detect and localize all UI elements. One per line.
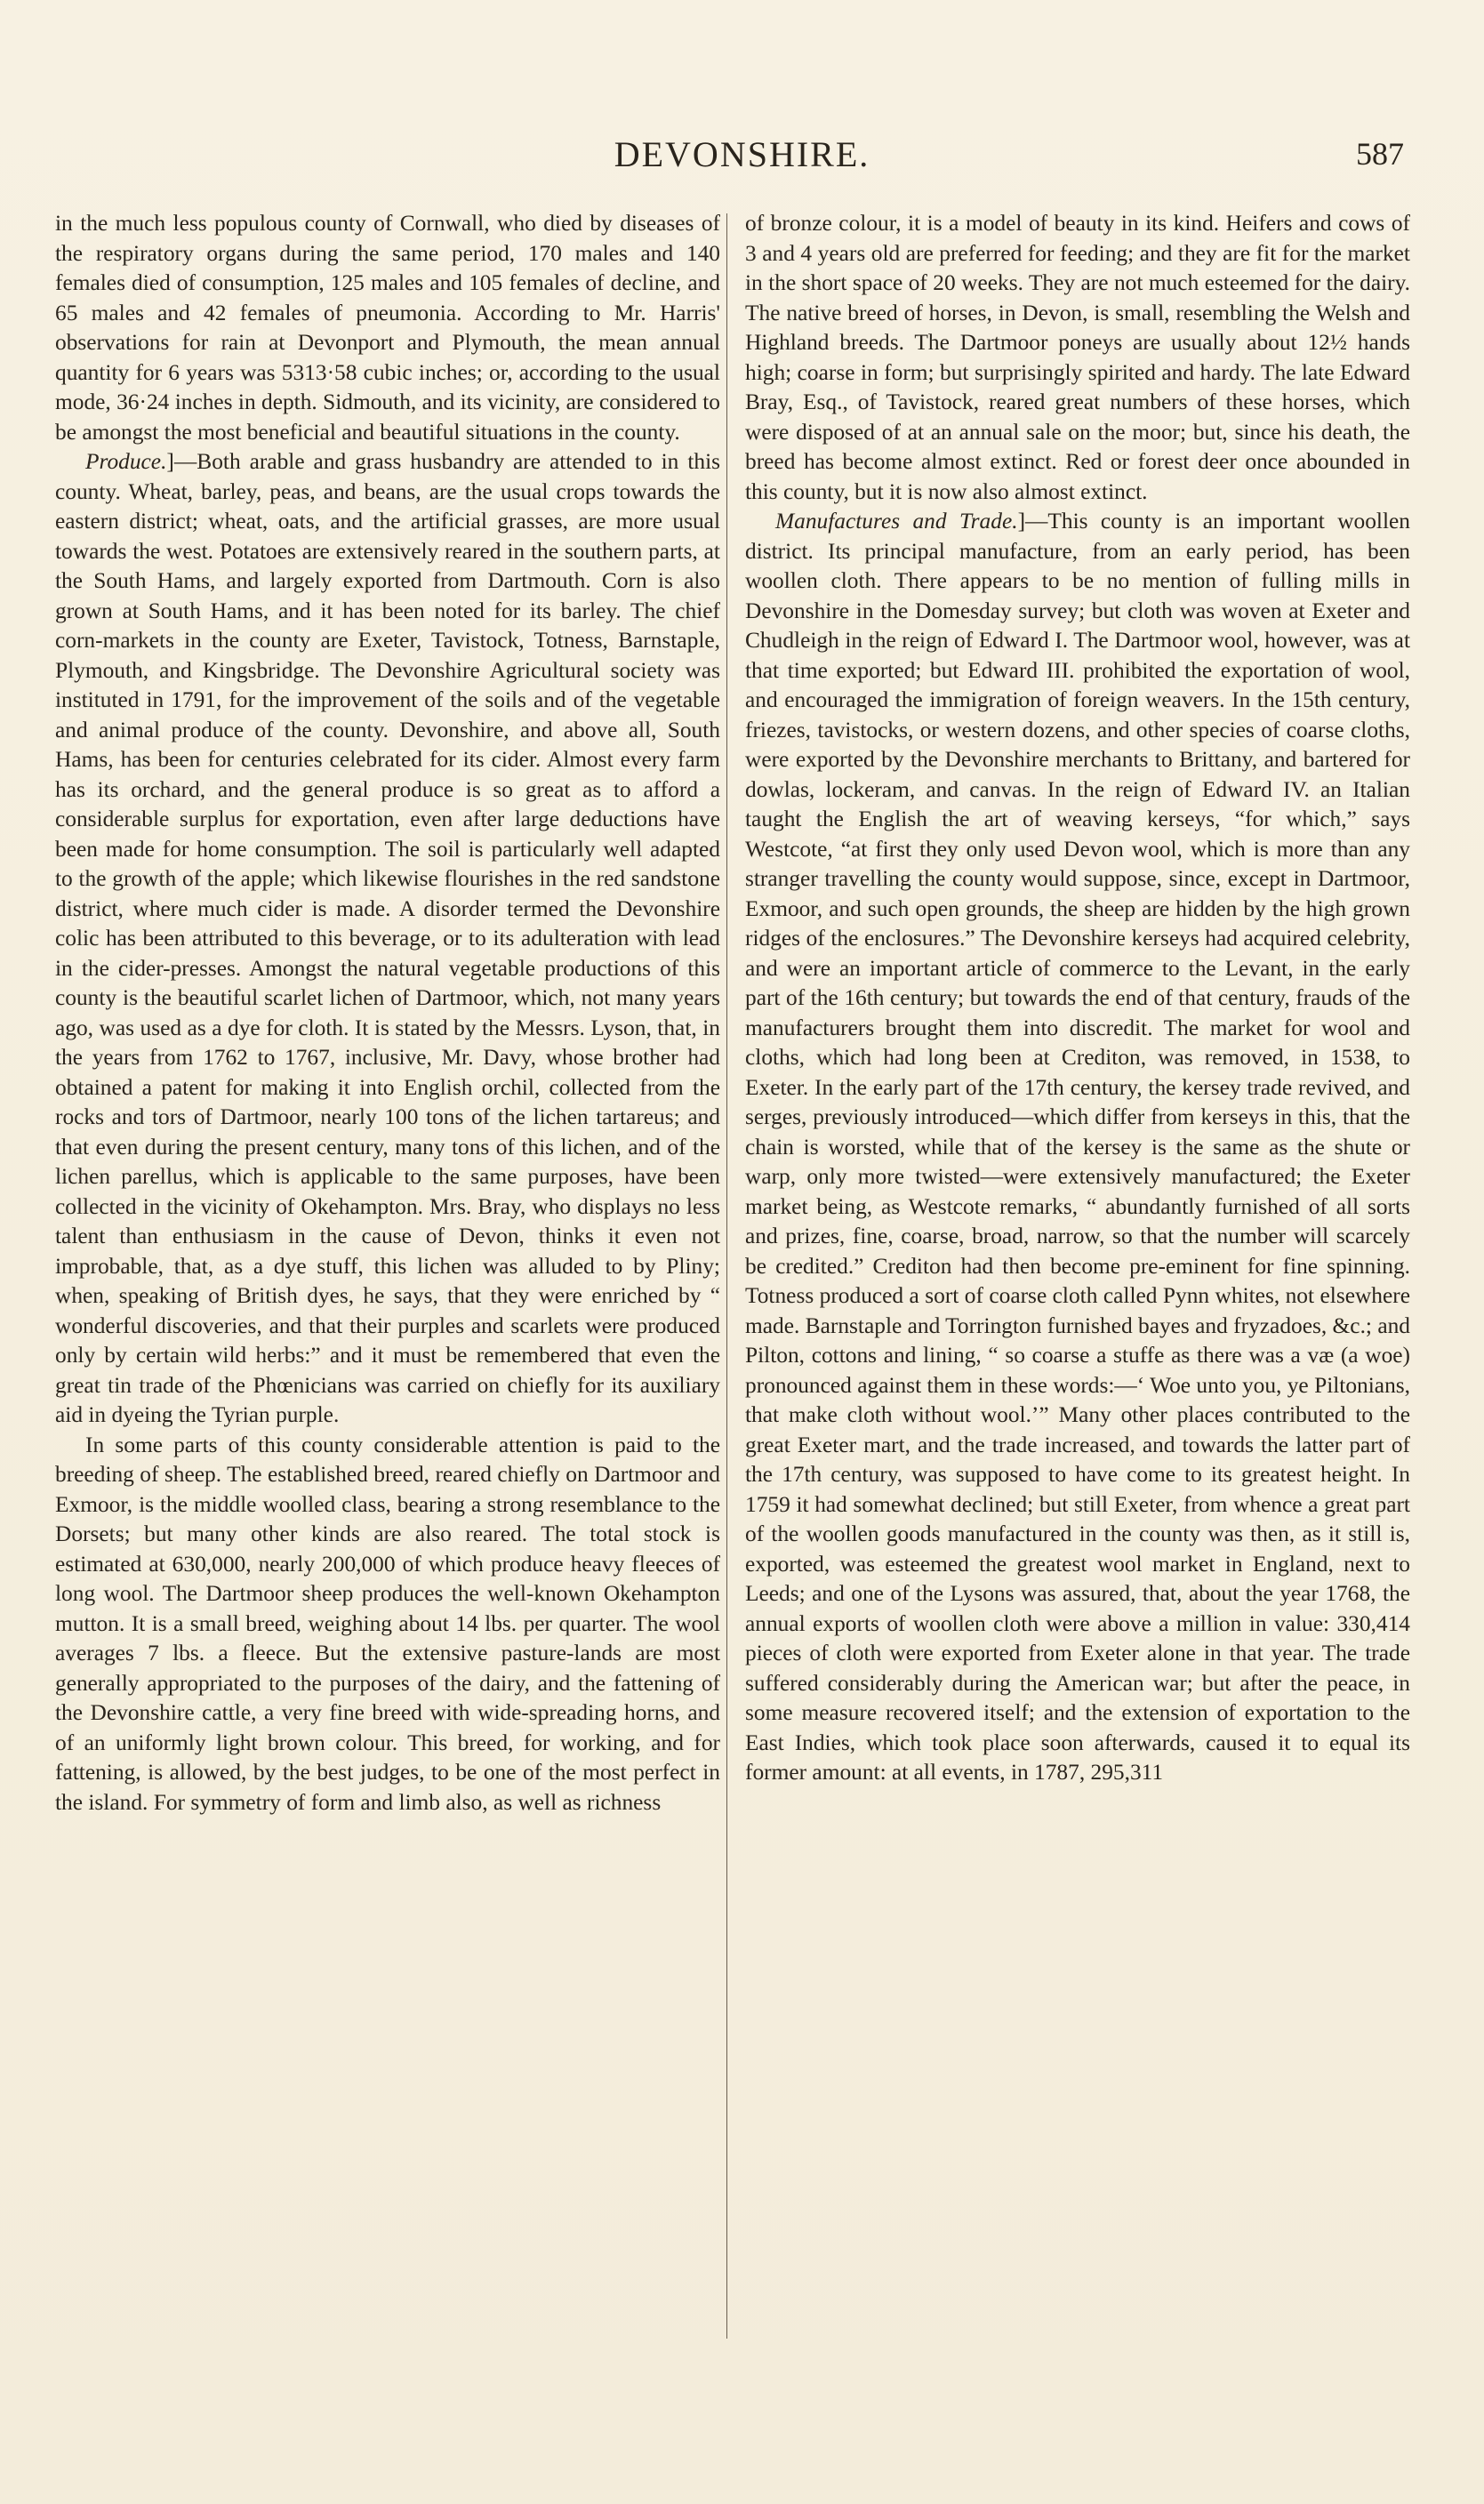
right-column bbox=[745, 209, 1410, 1788]
section-heading-produce: Produce. bbox=[85, 449, 167, 474]
left-column bbox=[55, 209, 720, 1818]
page-header bbox=[53, 133, 1431, 187]
paragraph-text: ]—This county is an important woollen district. Its principal manufacture, from an early period, has been woollen cloth. There appears to be no mention of fulling mills in Devonshire in the Domesday survey; but cloth was woven at Exeter and Chudleigh in the reign of Edward I. The Dartmoor wool, however, was at that time exported; but Edward III. prohibited the exportation of wool, and encouraged the immigration of foreign weavers. In the 15th century, friezes, tavistocks, or western dozens, and other species of coarse cloths, were exported by the Devonshire merchants to Brittany, and bartered for dowlas, lockeram, and canvas. In the reign of Edward IV. an Italian taught the English the art of weaving kerseys, “for which,” says Westcote, “at first they only used Devon wool, which is more than any stranger travelling the county would suppose, since, except in Dartmoor, Exmoor, and such open grounds, the sheep are hidden by the high grown ridges of the enclosures.” The Devonshire kerseys had acquired celebrity, and were an important article of commerce to the Levant, in the early part of the 16th century; but towards the end of that century, frauds of the manufacturers brought them into discredit. The market for wool and cloths, which had long been at Crediton, was removed, in 1538, to Exeter. In the early part of the 17th century, the kersey trade revived, and serges, previously introduced—which differ from kerseys in this, that the chain is worsted, while that of the kersey is the same as the shute or warp, only more twisted—were extensively manufactured; the Exeter market being, as Westcote remarks, “ abundantly furnished of all sorts and prizes, fine, coarse, broad, narrow, so that the number will scarcely be credited.” Crediton had then become pre-eminent for fine spinning. Totness produced a sort of coarse cloth called Pynn whites, not elsewhere made. Barnstaple and Torrington furnished bayes and fryzadoes, &c.; and Pilton, cottons and lining, “ so coarse a stuffe as there was a væ (a woe) pronounced against them in these words:—‘ Woe unto you, ye Piltonians, that make cloth without wool.’” Many other places contributed to the great Exeter mart, and the trade increased, and towards the latter part of the 17th century, was supposed to have come to its greatest height. In 1759 it had somewhat declined; but still Exeter, from whence a great part of the woollen goods manufactured in the county was then, as it still is, exported, was esteemed the greatest wool market in England, next to Leeds; and one of the Lysons was assured, that, about the year 1768, the annual exports of woollen cloth were above a million in value: 330,414 pieces of cloth were exported from Exeter alone in that year. The trade suffered considerably during the American war; but after the peace, in some measure recovered itself; and the extension of exportation to the East Indies, which took place soon afterwards, caused it to equal its former amount: at all events, in 1787, 295,311 bbox=[745, 509, 1410, 1785]
paragraph-manufactures bbox=[745, 507, 1410, 1788]
paragraph-produce bbox=[55, 447, 720, 1431]
running-head: DEVONSHIRE. bbox=[614, 134, 870, 174]
page-number: 587 bbox=[1356, 136, 1404, 172]
paragraph-text: In some parts of this county considerable attention is paid to the breeding of sheep. The established breed, reared chiefly on Dartmoor and Exmoor, is the middle woolled class, bearing a strong resemblance to the Dorsets; but many other kinds are also reared. The total stock is estimated at 630,000, nearly 200,000 of which produce heavy fleeces of long wool. The Dartmoor sheep produces the well-known Okehampton mutton. It is a small breed, weighing about 14 lbs. per quarter. The wool averages 7 lbs. a fleece. But the extensive pasture-lands are most generally appropriated to the purposes of the dairy, and the fattening of the Devonshire cattle, a very fine breed with wide-spreading horns, and of an uniformly light brown colour. This breed, for working, and for fattening, is allowed, by the best judges, to be one of the most perfect in the island. For symmetry of form and limb also, as well as richness bbox=[55, 1432, 720, 1815]
paragraph-cattle-horses bbox=[745, 209, 1410, 507]
paragraph-text: ]—Both arable and grass husbandry are attended to in this county. Wheat, barley, peas, and beans, are the usual crops towards the eastern district; wheat, oats, and the artificial grasses, are more usual towards the west. Potatoes are extensively reared in the southern parts, at the South Hams, and largely exported from Dartmouth. Corn is also grown at South Hams, and it has been noted for its barley. The chief corn-markets in the county are Exeter, Tavistock, Totness, Barnstaple, Plymouth, and Kingsbridge. The Devonshire Agricultural society was instituted in 1791, for the improvement of the soils and of the vegetable and animal produce of the county. Devonshire, and above all, South Hams, has been for centuries celebrated for its cider. Almost every farm has its orchard, and the general produce is so great as to afford a considerable surplus for exportation, even after large deductions have been made for home consumption. The soil is particularly well adapted to the growth of the apple; which likewise flourishes in the red sandstone district, where much cider is made. A disorder termed the Devonshire colic has been attributed to this beverage, or to its adulteration with lead in the cider-presses. Amongst the natural vegetable productions of this county is the beautiful scarlet lichen of Dartmoor, which, not many years ago, was used as a dye for cloth. It is stated by the Messrs. Lyson, that, in the years from 1762 to 1767, inclusive, Mr. Davy, whose brother had obtained a patent for making it into English orchil, collected from the rocks and tors of Dartmoor, nearly 100 tons of the lichen tartareus; and that even during the present century, many tons of this lichen, and of the lichen parellus, which is applicable to the same purposes, have been collected in the vicinity of Okehampton. Mrs. Bray, who displays no less talent than enthusiasm in the cause of Devon, thinks it even not improbable, that, as a dye stuff, this lichen was alluded to by Pliny; when, speaking of British dyes, he says, that they were enriched by “ wonderful discoveries, and that their purples and scarlets were produced only by certain wild herbs:” and it must be remembered that even the great tin trade of the Phœnicians was carried on chiefly for its auxiliary aid in dyeing the Tyrian purple. bbox=[55, 449, 720, 1427]
paragraph-sheep-cattle bbox=[55, 1431, 720, 1818]
paragraph-mortality-climate bbox=[55, 209, 720, 447]
paragraph-text: in the much less populous county of Cornwall, who died by diseases of the respiratory organs during the same period, 170 males and 140 females died of consumption, 125 males and 105 females of decline, and 65 males and 42 females of pneumonia. According to Mr. Harris' observations for rain at Devonport and Plymouth, the mean annual quantity for 6 years was 5313·58 cubic inches; or, according to the usual mode, 36·24 inches in depth. Sidmouth, and its vicinity, are considered to be amongst the most beneficial and beautiful situations in the county. bbox=[55, 211, 720, 445]
column-divider bbox=[726, 213, 727, 2339]
section-heading-manufactures: Manufactures and Trade. bbox=[775, 509, 1018, 534]
paragraph-text: of bronze colour, it is a model of beauty in its kind. Heifers and cows of 3 and 4 years old are preferred for feeding; and they are fit for the market in the short space of 20 weeks. They are not much esteemed for the dairy. The native breed of horses, in Devon, is small, resembling the Welsh and Highland breeds. The Dartmoor poneys are usually about 12½ hands high; coarse in form; but surprisingly spirited and hardy. The late Edward Bray, Esq., of Tavistock, reared great numbers of these horses, which were disposed of at an annual sale on the moor; but, since his death, the breed has become almost extinct. Red or forest deer once abounded in this county, but it is now also almost extinct. bbox=[745, 211, 1410, 504]
